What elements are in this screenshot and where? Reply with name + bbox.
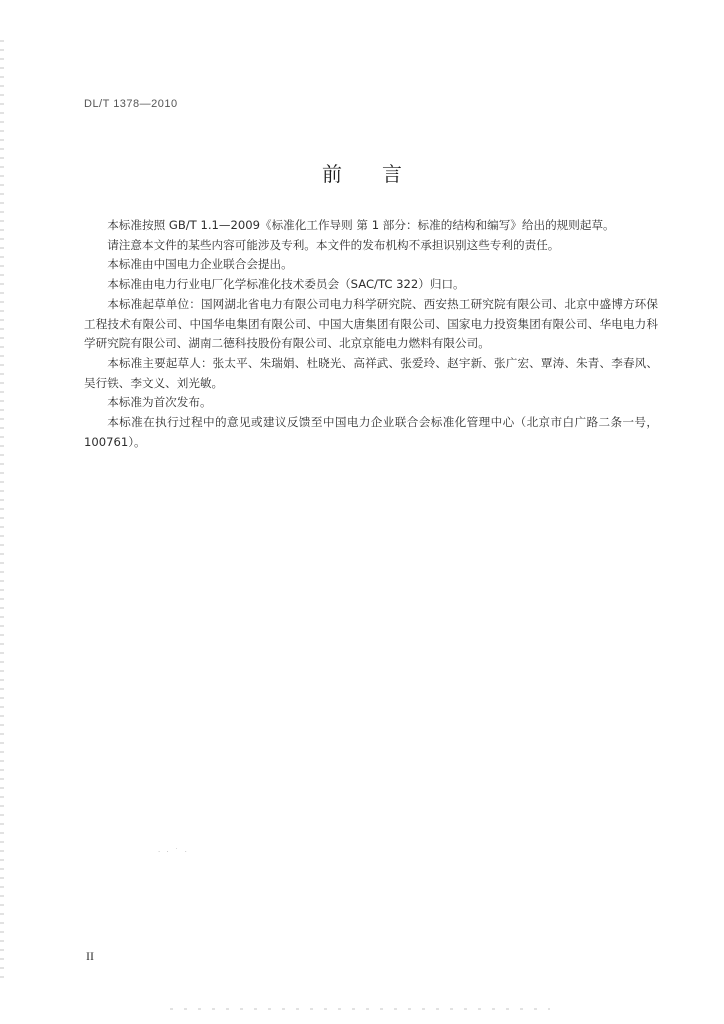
paragraph-drafters: 本标准主要起草人：张太平、朱瑞娟、杜晓光、高祥武、张爱玲、赵宇新、张广宏、覃涛、朱青、李春风、吴行铁、李文义、刘光敏。 xyxy=(84,355,658,390)
paragraph-feedback-contact: 本标准在执行过程中的意见或建议反馈至中国电力企业联合会标准化管理中心（北京市白广路二条一号，100761）。 xyxy=(84,415,658,449)
paragraph-patent-notice: 请注意本文件的某些内容可能涉及专利。本文件的发布机构不承担识别这些专利的责任。 xyxy=(107,237,560,252)
preface-body xyxy=(84,216,658,452)
paragraph-technical-committee: 本标准由电力行业电厂化学标准化技术委员会（SAC/TC 322）归口。 xyxy=(107,277,465,292)
scan-noise-mark: · · ˙ · xyxy=(158,848,189,856)
paragraph-drafting-units: 本标准起草单位：国网湖北省电力有限公司电力科学研究院、西安热工研究院有限公司、北京中盛博方环保工程技术有限公司、中国华电集团有限公司、中国大唐集团有限公司、国家电力投资集团有限公司、华电电力科学研究院有限公司、湖南二德科技股份有限公司、北京京能电力燃料有限公司。 xyxy=(84,296,658,351)
paragraph-first-release: 本标准为首次发布。 xyxy=(107,395,212,410)
paragraph-drafting-rules: 本标准按照 GB/T 1.1—2009《标准化工作导则 第 1 部分：标准的结构和编写》给出的规则起草。 xyxy=(107,218,615,232)
document-code: DL/T 1378—2010 xyxy=(84,98,178,110)
page-title: 前言 xyxy=(322,162,442,186)
paragraph-proposer: 本标准由中国电力企业联合会提出。 xyxy=(107,257,293,272)
page-number: II xyxy=(86,949,94,963)
scan-bottom-noise xyxy=(170,1008,550,1010)
